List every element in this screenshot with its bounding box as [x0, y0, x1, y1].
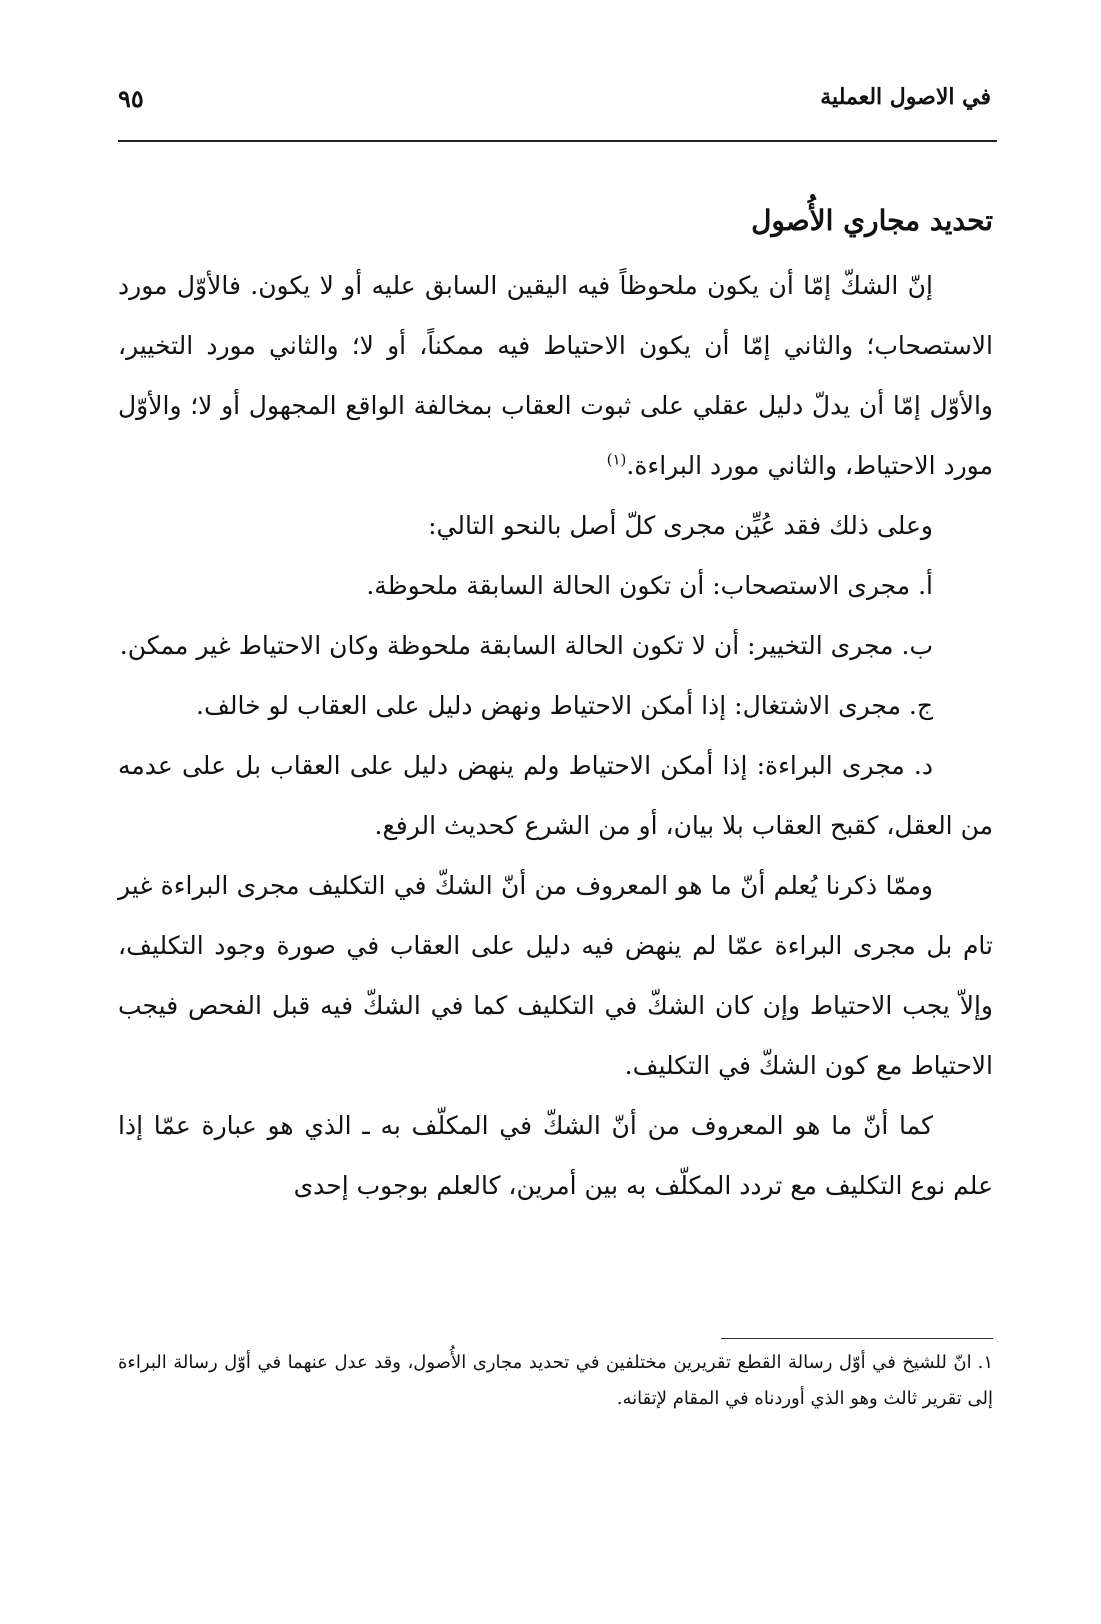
paragraph-1 [118, 256, 993, 496]
footnote-1 [118, 1345, 993, 1417]
section-title: تحديد مجاري الأُصول [751, 204, 993, 237]
footnote-mark: ١. [977, 1352, 993, 1373]
footnote-text: انّ للشيخ في أوّل رسالة القطع تقريرين مختلفين في تحديد مجارى الأُصول، وقد عدل عنهما في أوّل رسالة البراءة إلى تقرير ثالث وهو الذي أوردناه في المقام لإتقانه. [118, 1352, 993, 1409]
paragraph-4: كما أنّ ما هو المعروف من أنّ الشكّ في المكلّف به ـ الذي هو عبارة عمّا إذا علم نوع التكليف مع تردد المكلّف به بين أمرين، كالعلم بوجوب إحدى [118, 1111, 993, 1200]
header-divider [118, 140, 997, 142]
paragraph-1-text: إنّ الشكّ إمّا أن يكون ملحوظاً فيه اليقين السابق عليه أو لا يكون. فالأوّل مورد الاستصحاب؛ والثاني إمّا أن يكون الاحتياط فيه ممكناً، أو لا؛ والثاني مورد التخيير، والأوّل إمّا أن يدلّ دليل عقلي على ثبوت العقاب بمخالفة الواقع المجهول أو لا؛ والأوّل مورد الاحتياط، والثاني مورد البراءة. [118, 271, 993, 480]
paragraph-3: وممّا ذكرنا يُعلم أنّ ما هو المعروف من أنّ الشكّ في التكليف مجرى البراءة غير تام بل مجرى البراءة عمّا لم ينهض فيه دليل على العقاب في صورة وجود التكليف، وإلاّ يجب الاحتياط وإن كان الشكّ في التكليف كما في الشكّ فيه قبل الفحص فيجب الاحتياط مع كون الشكّ في التكليف. [118, 871, 993, 1080]
page-number: ٩٥ [118, 84, 144, 113]
main-text [118, 196, 993, 1216]
footnote-divider [721, 1338, 993, 1339]
paragraph-2: وعلى ذلك فقد عُيِّن مجرى كلّ أصل بالنحو التالي: [428, 511, 933, 540]
footnotes [118, 1345, 993, 1417]
list-item-c: ج. مجرى الاشتغال: إذا أمكن الاحتياط ونهض دليل على العقاب لو خالف. [196, 691, 933, 720]
list-item-b: ب. مجرى التخيير: أن لا تكون الحالة السابقة ملحوظة وكان الاحتياط غير ممكن. [119, 631, 933, 660]
footnote-reference: (١) [606, 450, 627, 469]
running-title: في الاصول العملية [820, 84, 991, 110]
running-header [118, 84, 991, 128]
list-item-d: د. مجرى البراءة: إذا أمكن الاحتياط ولم ينهض دليل على العقاب بل على عدمه من العقل، كقبح العقاب بلا بيان، أو من الشرع كحديث الرفع. [118, 751, 993, 840]
list-item-a: أ. مجرى الاستصحاب: أن تكون الحالة السابقة ملحوظة. [366, 571, 933, 600]
